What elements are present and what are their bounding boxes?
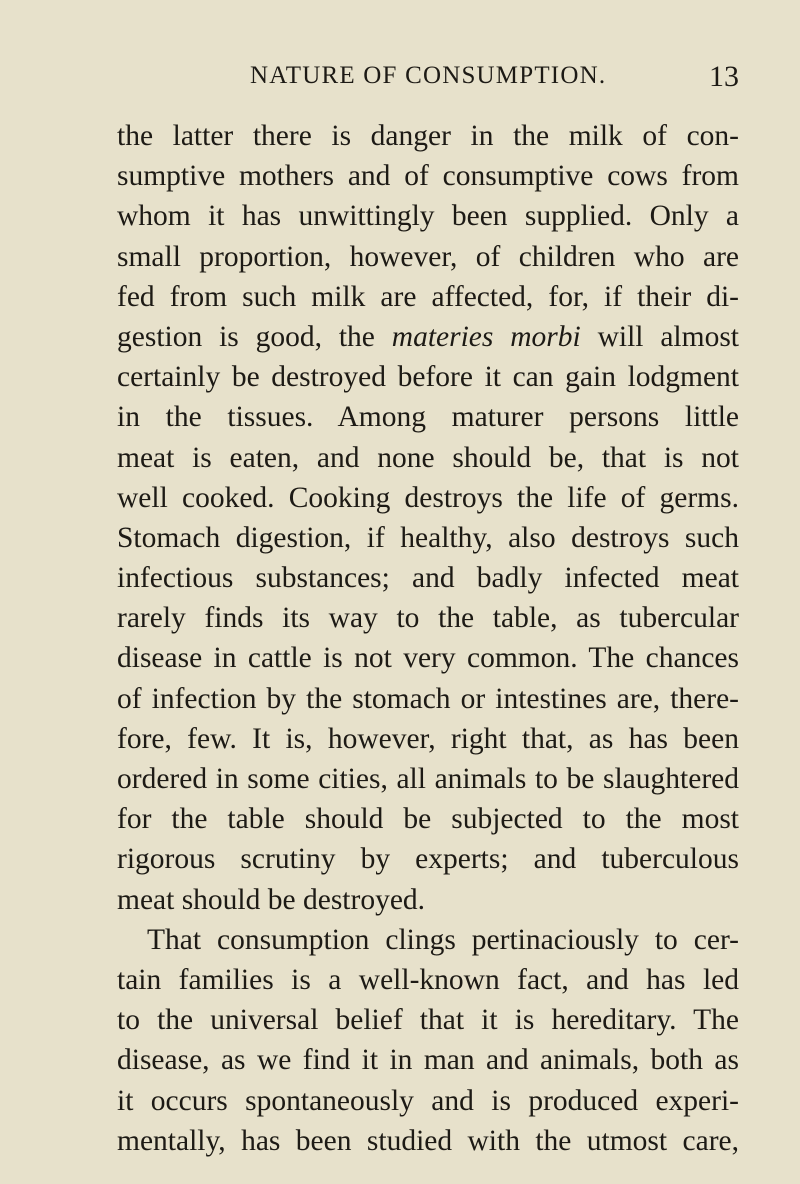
text-line: infectious substances; and badly infected meat (117, 562, 739, 595)
text-line: it occurs spontaneously and is produced experi- (117, 1084, 739, 1117)
text-line: Stomach digestion, if healthy, also destroys such (117, 521, 739, 554)
italic-phrase: materies morbi (391, 320, 581, 353)
text-line: mentally, has been studied with the utmost care, (117, 1124, 739, 1157)
text-line: in the tissues. Among maturer persons little (117, 401, 739, 434)
text-line: disease in cattle is not very common. The chances (117, 642, 739, 675)
text-line: the latter there is danger in the milk of con- (117, 120, 739, 152)
text-line: fore, few. It is, however, right that, as has been (117, 722, 739, 755)
text-line: whom it has unwittingly been supplied. Only a (117, 200, 739, 233)
text-line: tain families is a well-known fact, and has led (117, 963, 739, 996)
text-line: sumptive mothers and of consumptive cows from (117, 160, 739, 193)
running-title: NATURE OF CONSUMPTION. (250, 62, 607, 89)
text-run: gestion is good, the (117, 320, 392, 353)
text-line: well cooked. Cooking destroys the life of germs. (117, 481, 739, 514)
text-line: of infection by the stomach or intestines are, there- (117, 682, 739, 715)
text-line: disease, as we find it in man and animals, both as (117, 1044, 739, 1077)
text-line: fed from such milk are affected, for, if their di- (117, 280, 739, 313)
text-line: for the table should be subjected to the most (117, 803, 739, 836)
text-line: ordered in some cities, all animals to be slaughtered (117, 763, 739, 795)
text-line (117, 317, 739, 357)
text-line: to the universal belief that it is hereditary. The (117, 1004, 739, 1037)
paragraph-start-line: That consumption clings pertinaciously to cer- (147, 923, 739, 956)
paragraph-end-line: meat should be destroyed. (117, 883, 426, 916)
text-line: rarely finds its way to the table, as tubercular (117, 602, 739, 635)
text-run: will almost (580, 320, 740, 353)
text-line: certainly be destroyed before it can gain lodgment (117, 361, 739, 394)
body-text (117, 116, 739, 1161)
running-head (117, 60, 739, 100)
text-line: small proportion, however, of children who are (117, 240, 739, 273)
text-line: meat is eaten, and none should be, that is not (117, 441, 739, 474)
text-line: rigorous scrutiny by experts; and tuberculous (117, 843, 739, 876)
page-number: 13 (709, 60, 739, 93)
